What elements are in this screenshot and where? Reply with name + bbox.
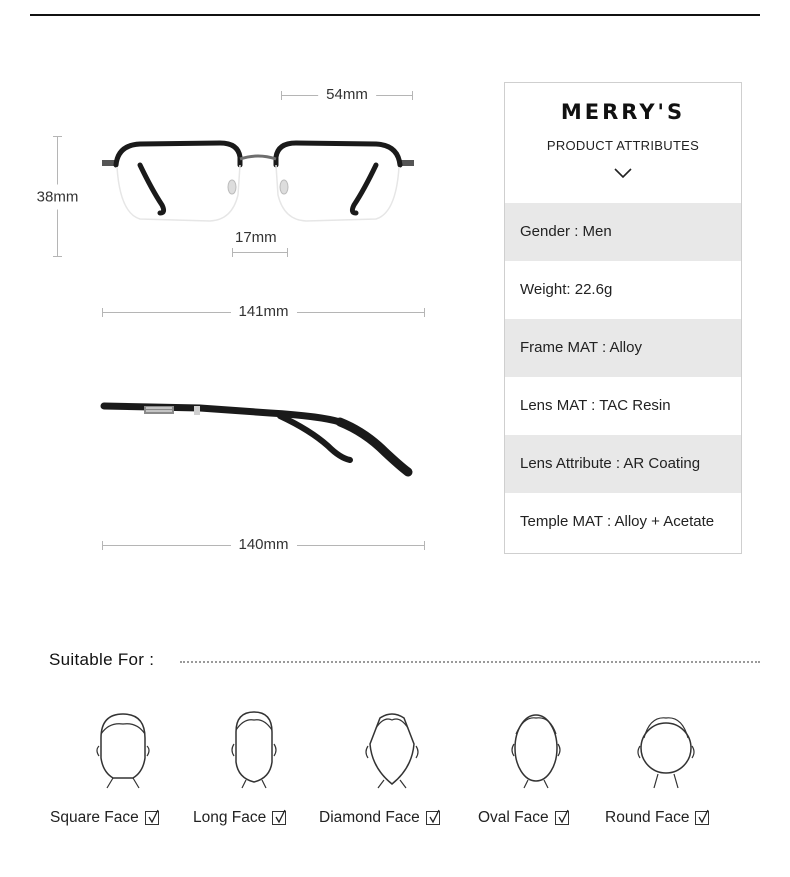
suitable-for-label: Suitable For :	[49, 650, 155, 669]
temple-length-dimension	[102, 536, 425, 553]
glasses-side-view	[100, 400, 418, 490]
round-face-icon	[636, 708, 696, 790]
face-caption-label: Diamond Face	[319, 809, 420, 826]
frame-width-dimension	[102, 303, 425, 320]
face-caption-oval	[478, 809, 569, 827]
dotted-divider	[180, 661, 760, 663]
checkbox-checked-icon	[272, 811, 286, 825]
face-caption-label: Square Face	[50, 809, 139, 826]
face-caption-label: Oval Face	[478, 809, 549, 826]
product-attributes-panel	[504, 82, 742, 554]
attribute-weight: Weight: 22.6g	[520, 281, 613, 298]
temple-length-label: 140mm	[230, 536, 296, 554]
checkbox-checked-icon	[145, 811, 159, 825]
top-rule	[30, 14, 760, 16]
attribute-gender: Gender : Men	[505, 203, 741, 261]
checkbox-checked-icon	[695, 811, 709, 825]
face-caption-round	[605, 809, 709, 827]
attributes-title: PRODUCT ATTRIBUTES	[546, 138, 700, 153]
bridge-dimension	[232, 252, 288, 253]
diamond-face-icon	[362, 708, 422, 790]
bridge-label: 17mm	[235, 229, 277, 246]
face-caption-label: Long Face	[193, 809, 267, 826]
oval-face-icon	[506, 708, 566, 790]
lens-width-dimension	[281, 86, 413, 103]
checkbox-checked-icon	[555, 811, 569, 825]
face-caption-long	[193, 809, 286, 827]
lens-height-label: 38mm	[37, 184, 79, 209]
chevron-down-icon	[613, 167, 633, 179]
attribute-temple-material: Temple MAT : Alloy + Acetate	[520, 513, 715, 530]
face-caption-square	[50, 809, 159, 827]
brand-logo: MERRY'S	[560, 100, 686, 124]
face-caption-diamond	[319, 809, 440, 827]
frame-width-label: 141mm	[230, 303, 296, 321]
square-face-icon	[93, 708, 153, 790]
attribute-frame-material: Frame MAT : Alloy	[505, 319, 741, 377]
face-caption-label: Round Face	[605, 809, 690, 826]
lens-width-label: 54mm	[318, 86, 376, 104]
lens-height-dimension	[36, 136, 79, 257]
attributes-header	[505, 83, 741, 203]
glasses-front-view	[100, 135, 416, 230]
checkbox-checked-icon	[426, 811, 440, 825]
long-face-icon	[224, 708, 284, 790]
attribute-lens-coating: Lens Attribute : AR Coating	[505, 435, 741, 493]
attribute-lens-material: Lens MAT : TAC Resin	[520, 397, 671, 414]
